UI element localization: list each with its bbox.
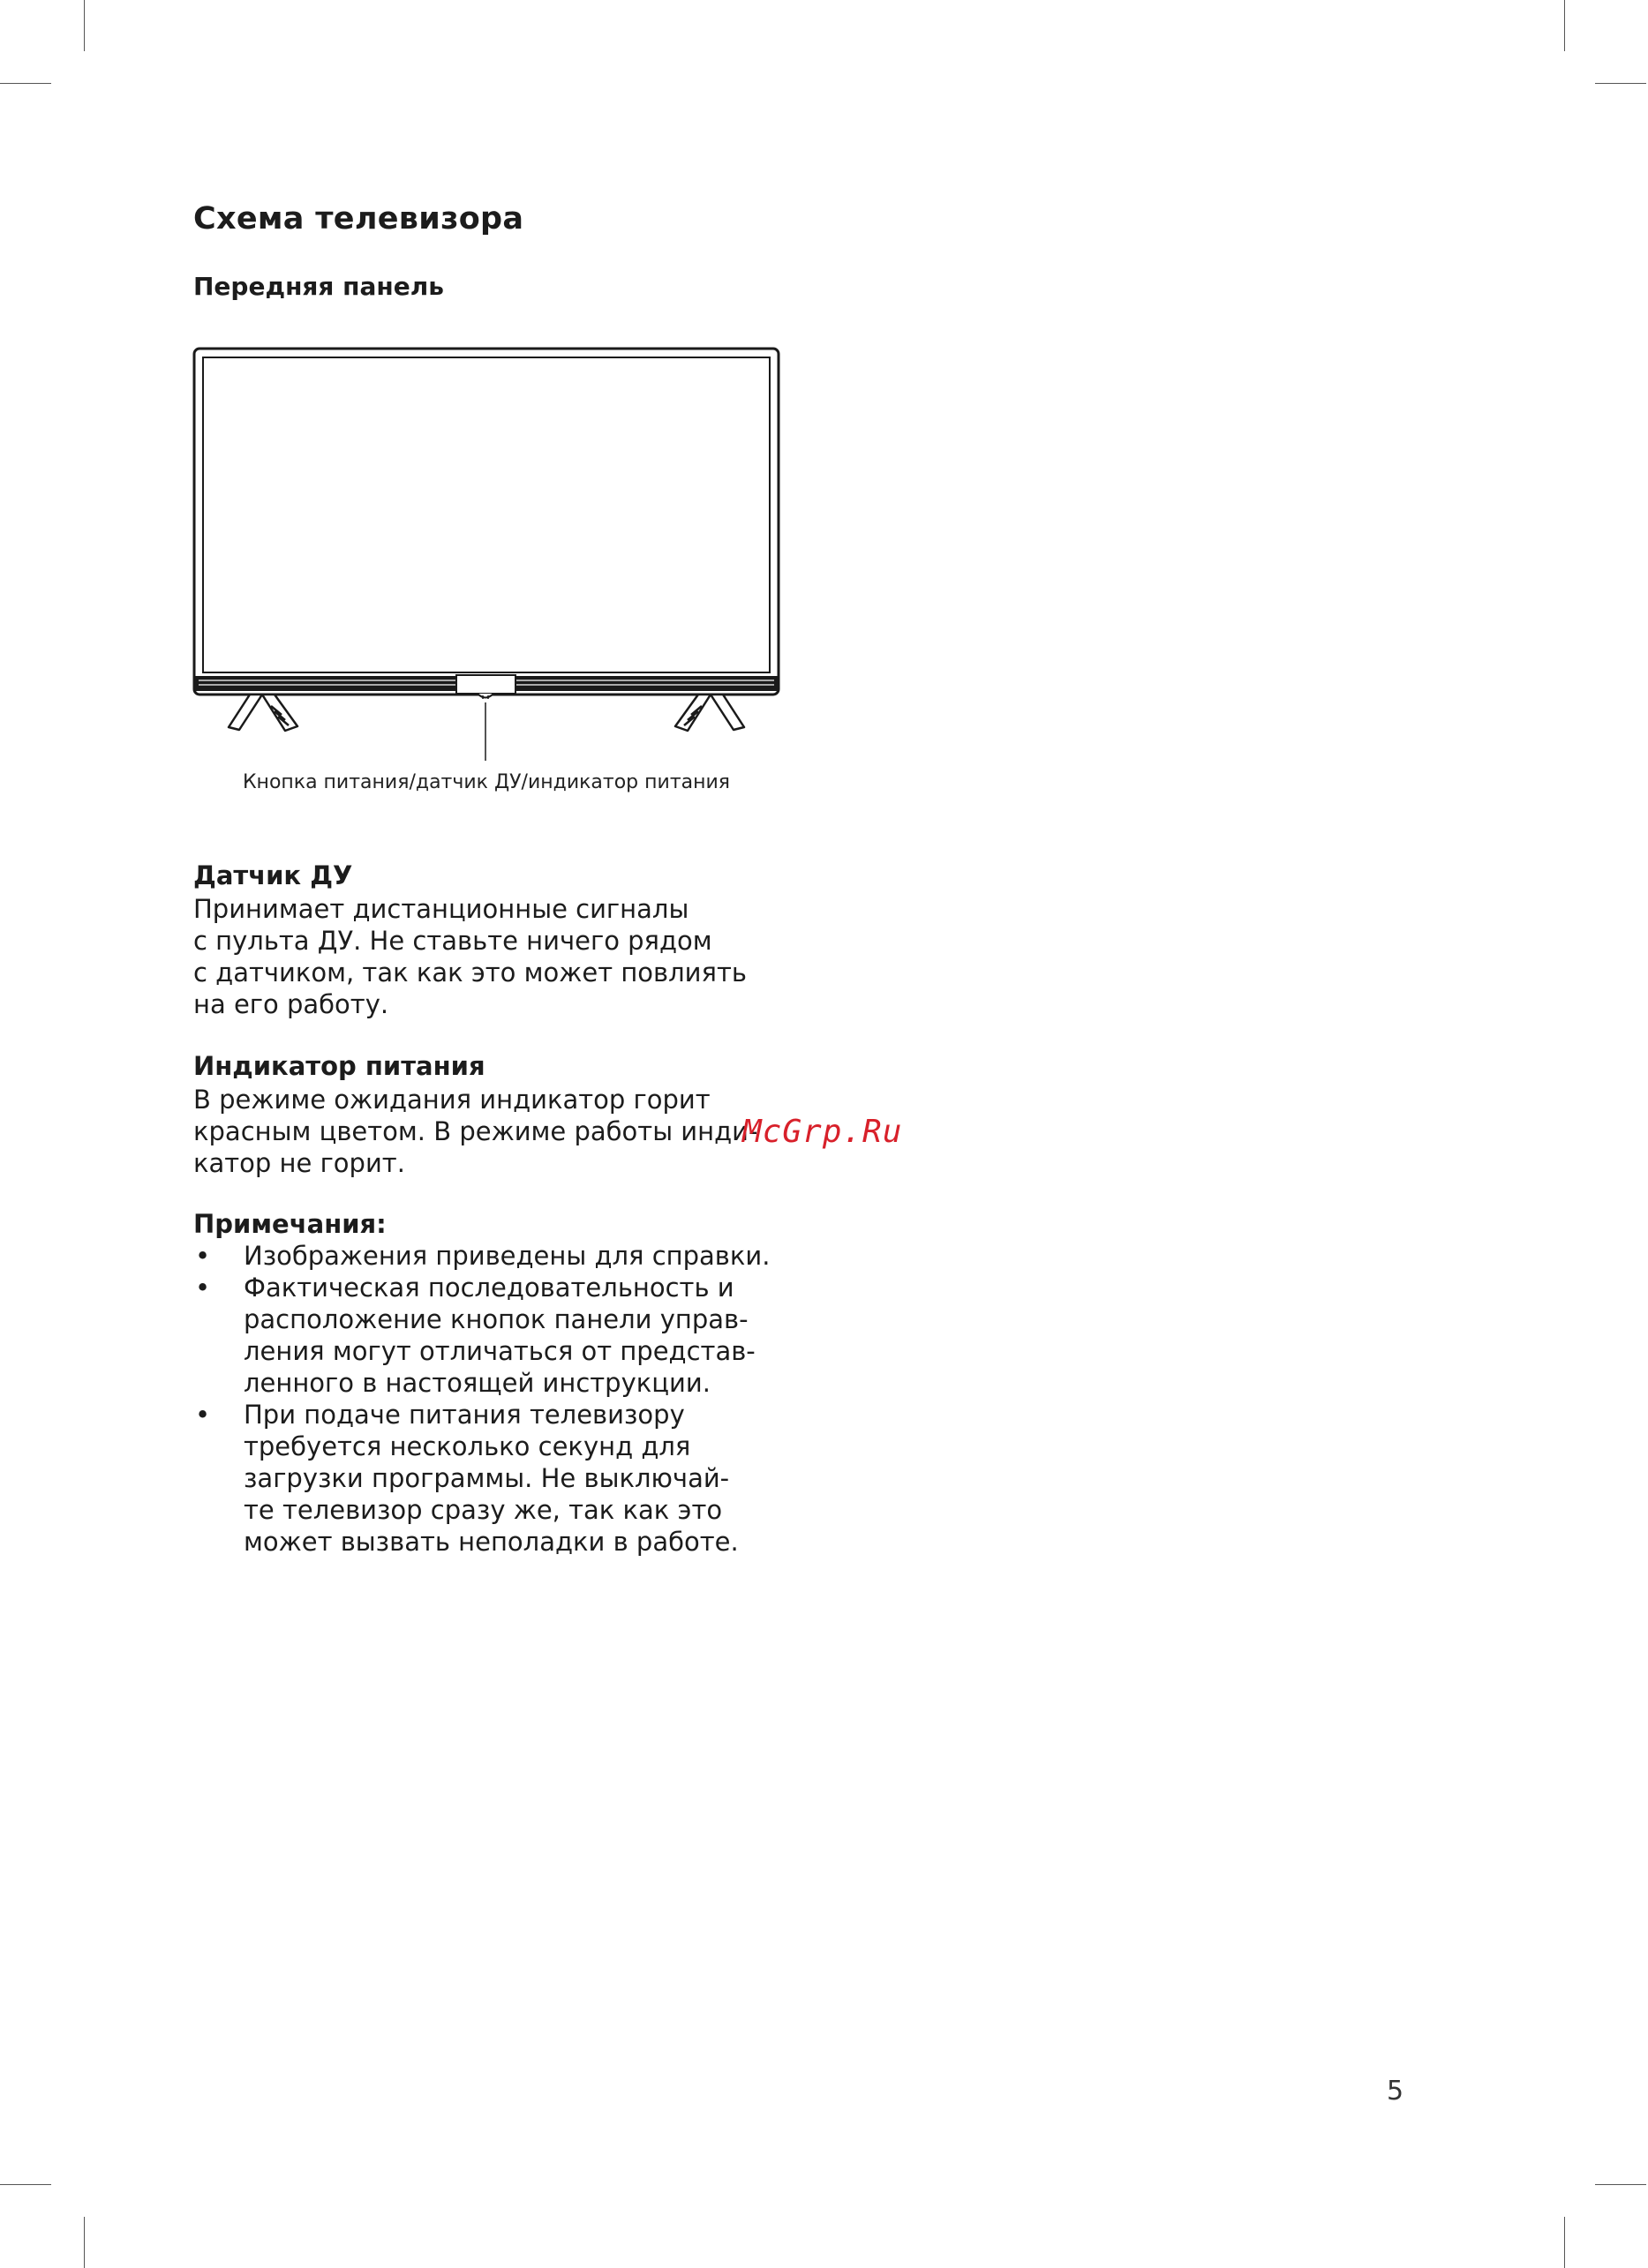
text-line: загрузки программы. Не выключай-: [244, 1463, 730, 1493]
crop-mark: [0, 2184, 51, 2185]
notes-heading: Примечания:: [193, 1209, 387, 1239]
text-line: требуется несколько секунд для: [244, 1431, 691, 1461]
tv-stand-right: [675, 695, 744, 731]
text-line: с пульта ДУ. Не ставьте ничего рядом: [193, 926, 712, 956]
page-title: Схема телевизора: [193, 201, 524, 237]
text-line: на его работу.: [193, 989, 389, 1019]
text-line: ленного в настоящей инструкции.: [244, 1368, 711, 1398]
crop-mark: [84, 0, 85, 51]
sensor-heading: Датчик ДУ: [193, 860, 353, 890]
tv-screen: [203, 357, 770, 672]
text-line: красным цветом. В режиме работы инди-: [193, 1116, 758, 1146]
figure-caption: Кнопка питания/датчик ДУ/индикатор питания: [242, 771, 731, 793]
list-item: [193, 1399, 770, 1558]
text-line: Изображения приведены для справки.: [244, 1241, 771, 1271]
notes-list: [193, 1240, 770, 1558]
text-line: Принимает дистанционные сигналы: [193, 894, 689, 924]
crop-mark: [1595, 83, 1646, 84]
sensor-text: [193, 893, 747, 1020]
crop-mark: [1564, 0, 1565, 51]
text-line: Фактическая последовательность и: [244, 1273, 734, 1303]
bullet: •: [195, 1273, 211, 1303]
text-line: те телевизор сразу же, так как это: [244, 1495, 723, 1525]
list-item: [193, 1240, 770, 1272]
crop-mark: [1595, 2184, 1646, 2185]
watermark: McGrp.Ru: [742, 1114, 903, 1150]
tv-illustration: [190, 344, 783, 768]
text-line: ления могут отличаться от представ-: [244, 1336, 756, 1366]
text-line: При подаче питания телевизору: [244, 1400, 685, 1430]
text-line: расположение кнопок панели управ-: [244, 1304, 749, 1334]
crop-mark: [1564, 2217, 1565, 2268]
page-number: 5: [1387, 2076, 1404, 2107]
text-line: В режиме ожидания индикатор горит: [193, 1085, 711, 1115]
text-line: катор не горит.: [193, 1148, 405, 1178]
tv-front-panel-figure: [190, 344, 783, 793]
bullet: •: [195, 1241, 211, 1271]
text-line: с датчиком, так как это может повлиять: [193, 958, 747, 988]
text-line: может вызвать неполадки в работе.: [244, 1527, 739, 1557]
tv-stand-left: [229, 695, 297, 731]
indicator-heading: Индикатор питания: [193, 1051, 485, 1081]
crop-mark: [0, 83, 51, 84]
section-subtitle: Передняя панель: [193, 272, 444, 301]
indicator-text: [193, 1084, 757, 1179]
power-button: [478, 694, 493, 698]
tv-control-panel: [456, 675, 515, 694]
crop-mark: [84, 2217, 85, 2268]
list-item: [193, 1272, 770, 1399]
bullet: •: [195, 1400, 211, 1430]
